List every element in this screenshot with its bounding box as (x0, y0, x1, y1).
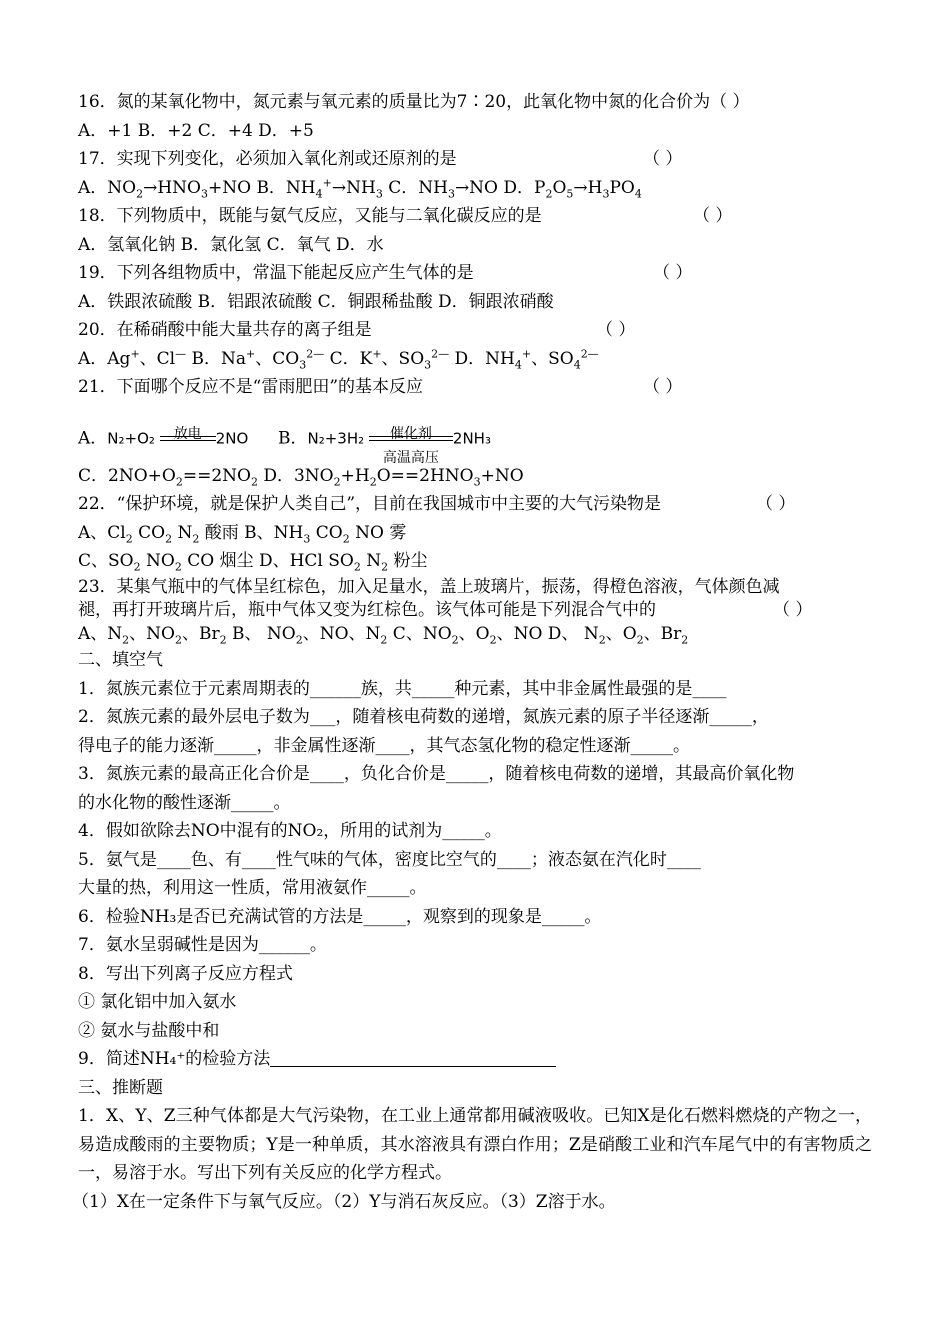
fill-item-5-cont: 大量的热，利用这一性质，常用液氨作_____。 (78, 878, 427, 898)
fill-item-7: 7．氨水呈弱碱性是因为______。 (78, 935, 327, 955)
equilibrium-arrow: 催化剂 高温高压 (369, 436, 453, 441)
q21-stem: 21．下面哪个反应不是“雷雨肥田”的基本反应 (78, 377, 424, 397)
q21-answer-paren: （ ） (643, 377, 683, 397)
fill-item-4: 4．假如欲除去NO中混有的NO₂，所用的试剂为_____。 (78, 821, 502, 841)
q21-option-a: A．N₂+O₂ 放电 2NO (78, 425, 249, 448)
q20-options: A．Ag+、Cl— B．Na+、$CO_3^{2—}$ C．K+、$SO_3^{2—}$ D．$NH_4^+$、$SO_4^{2—}$ (78, 346, 599, 371)
q19-stem: 19．下列各组物质中，常温下能起反应产生气体的是 (78, 263, 474, 283)
fill-item-1: 1．氮族元素位于元素周期表的______族，共_____种元素，其中非金属性最强的是____ (78, 678, 727, 699)
fill-item-6: 6．检验NH₃是否已充满试管的方法是_____，观察到的现象是_____。 (78, 906, 602, 927)
q16-options: A．+1 B．+2 C．+4 D．+5 (78, 120, 314, 141)
q21-option-b: B．N₂+3H₂ 催化剂 高温高压 2NH₃ (278, 425, 491, 466)
q19-answer-paren: （ ） (653, 263, 693, 283)
q22-options-cd: C、$SO_2$ $NO_2$ CO 烟尘 D、HCl $SO_2$ $N_2$ 粉尘 (78, 551, 428, 574)
fill-item-3: 3．氮族元素的最高正化合价是____，负化合价是_____，随着核电荷数的递增，其最高价氧化物 (78, 764, 795, 784)
q18-options: A．氢氧化钠 B．氯化氢 C．氧气 D．水 (78, 234, 384, 255)
q16-stem: 16．氮的某氧化物中，氮元素与氧元素的质量比为7∶20，此氧化物中氮的化合价为（ ） (78, 92, 750, 112)
inference-paragraph: 1．X、Y、Z三种气体都是大气污染物，在工业上通常都用碱液吸收。已知X是化石燃料燃烧的产物之一，易造成酸雨的主要物质；Y是一种单质，其水溶液具有漂白作用；Z是硝酸工业和汽车尾气中的有害物质之一，易溶于水。写出下列有关反应的化学方程式。 (78, 1106, 872, 1183)
inference-subquestions: （1）X在一定条件下与氧气反应。（2）Y与消石灰反应。（3）Z溶于水。 (72, 1191, 616, 1212)
q17-stem-row (78, 145, 878, 174)
q20-answer-paren: （ ） (596, 320, 636, 340)
fill-item-8: 8．写出下列离子反应方程式 (78, 963, 293, 984)
q22-stem: 22．“保护环境，就是保护人类自己”，目前在我国城市中主要的大气污染物是 (78, 494, 662, 514)
discharge-arrow: 放电 (160, 436, 216, 441)
fill-item-5: 5．氨气是____色、有____性气味的气体，密度比空气的____；液态氨在汽化时____ (78, 849, 701, 870)
q17-answer-paren: （ ） (643, 149, 683, 169)
q23-stem-row2 (78, 599, 878, 623)
section2-title: 二、填空气 (78, 650, 163, 670)
section3-title: 三、推断题 (78, 1077, 163, 1098)
q20-stem-row (78, 316, 878, 345)
q18-stem-row (78, 202, 878, 231)
q22-stem-row (78, 490, 878, 519)
q21-stem-row (78, 373, 878, 402)
q17-stem: 17．实现下列变化，必须加入氧化剂或还原剂的是 (78, 149, 457, 169)
q18-answer-paren: （ ） (693, 206, 733, 226)
q23-answer-paren: （ ） (773, 600, 813, 620)
q19-stem-row (78, 259, 878, 288)
fill-item-8-1: ① 氯化铝中加入氨水 (78, 992, 237, 1012)
worksheet (72, 88, 878, 1216)
q19-options: A．铁跟浓硫酸 B．铝跟浓硫酸 C．铜跟稀盐酸 D．铜跟浓硝酸 (78, 291, 554, 312)
q23-stem-line2: 褪，再打开玻璃片后，瓶中气体又变为红棕色。该气体可能是下列混合气中的 (78, 600, 656, 620)
q22-options-ab: A、$Cl_2$ $CO_2$ $N_2$ 酸雨 B、$NH_3$ $CO_2$ NO 雾 (78, 522, 407, 545)
fill-item-9: 9．简述NH₄⁺的检验方法 (78, 1049, 271, 1069)
q21-reaction-row (78, 402, 878, 466)
fill-item-3-cont: 的水化物的酸性逐渐_____。 (78, 792, 291, 813)
fill-item-2-cont: 得电子的能力逐渐_____，非金属性逐渐____，其气态氢化物的稳定性逐渐_____。 (78, 735, 690, 756)
q23-options: A、$N_2$、$NO_2$、$Br_2$ B、 $NO_2$、NO、$N_2$ C、$NO_2$、$O_2$、NO D、 $N_2$、$O_2$、$Br_2$ (78, 623, 689, 646)
q23-stem-line1: 23．某集气瓶中的气体呈红棕色，加入足量水，盖上玻璃片，振荡，得橙色溶液，气体颜色减 (78, 576, 780, 597)
q18-stem: 18．下列物质中，既能与氨气反应，又能与二氧化碳反应的是 (78, 206, 542, 226)
fill-item-2: 2．氮族元素的最外层电子数为___，随着核电荷数的递增，氮族元素的原子半径逐渐_____， (78, 707, 769, 727)
fill-item-8-2: ② 氨水与盐酸中和 (78, 1020, 220, 1041)
fill-item-9-row (78, 1045, 878, 1074)
q20-stem: 20．在稀硝酸中能大量共存的离子组是 (78, 320, 372, 340)
q21-options-cd: C．$2NO+O_2==2NO_2$ D．$3NO_2+H_2O==2HNO_3+NO$ (78, 465, 524, 488)
q22-answer-paren: （ ） (756, 494, 796, 514)
answer-blank (270, 1049, 556, 1067)
q17-options: A．$NO_2\to HNO_3+NO$ B．$NH_4^+\to NH_3$ C．$NH_3\to NO$ D．$P_2O_5\to H_3PO_4$ (78, 175, 642, 200)
